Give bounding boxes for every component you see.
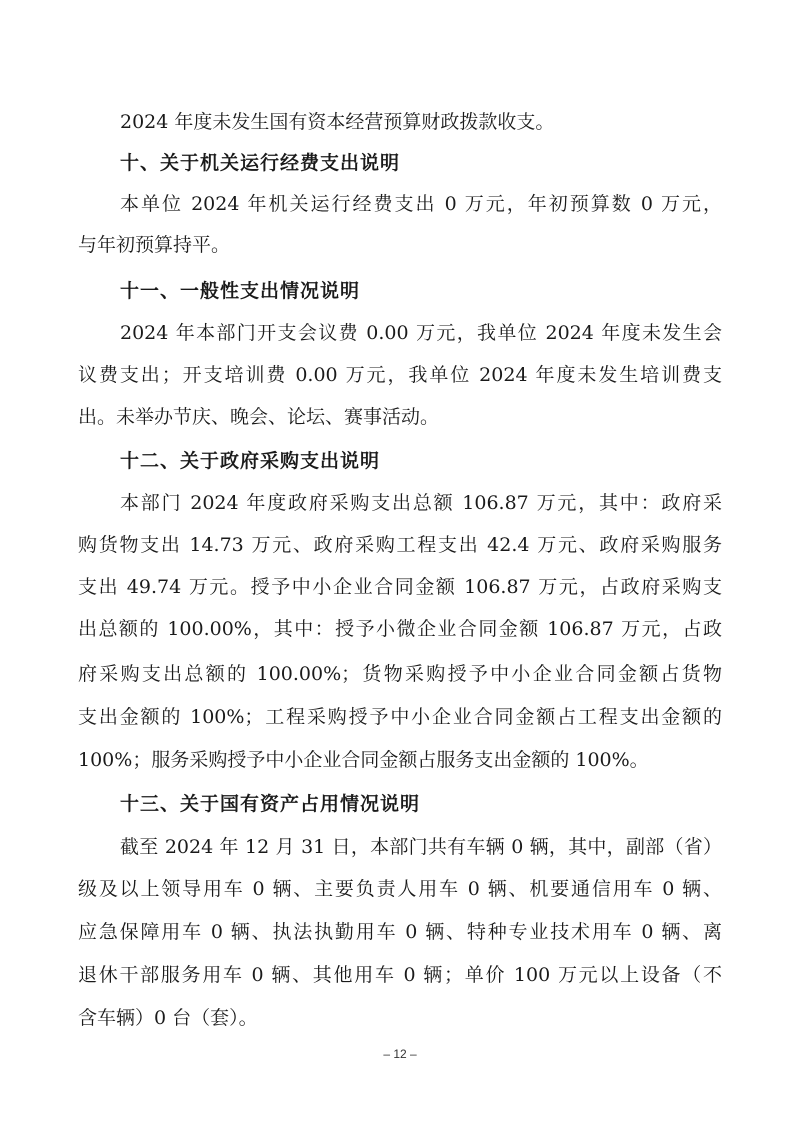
paragraph-line: 本单位 2024 年机关运行经费支出 0 万元，年初预算数 0 万元， — [120, 193, 722, 215]
paragraph-line: 应急保障用车 0 辆、执法执勤用车 0 辆、特种专业技术用车 0 辆、离 — [78, 921, 722, 943]
paragraph-line: 议费支出；开支培训费 0.00 万元，我单位 2024 年度未发生培训费支 — [78, 364, 722, 386]
paragraph-line: 2024 年本部门开支会议费 0.00 万元，我单位 2024 年度未发生会 — [120, 322, 722, 344]
section-heading-11: 十一、一般性支出情况说明 — [120, 280, 361, 302]
paragraph-line: 出总额的 100.00%，其中：授予小微企业合同金额 106.87 万元，占政 — [78, 618, 722, 640]
section-heading-12: 十二、关于政府采购支出说明 — [120, 450, 381, 472]
paragraph-line: 出。未举办节庆、晚会、论坛、赛事活动。 — [78, 406, 440, 428]
paragraph-line: 2024 年度未发生国有资本经营预算财政拨款收支。 — [120, 111, 555, 133]
page-number: – 12 – — [383, 1047, 417, 1061]
paragraph-line: 退休干部服务用车 0 辆、其他用车 0 辆；单价 100 万元以上设备（不 — [78, 964, 722, 986]
paragraph-line: 含车辆）0 台（套）。 — [78, 1007, 258, 1029]
section-heading-13: 十三、关于国有资产占用情况说明 — [120, 793, 421, 815]
section-heading-10: 十、关于机关运行经费支出说明 — [120, 152, 401, 174]
paragraph-line: 本部门 2024 年度政府采购支出总额 106.87 万元，其中：政府采 — [120, 492, 722, 514]
paragraph-line: 100%；服务采购授予中小企业合同金额占服务支出金额的 100%。 — [78, 749, 649, 771]
paragraph-line: 购货物支出 14.73 万元、政府采购工程支出 42.4 万元、政府采购服务 — [78, 534, 722, 556]
paragraph-line: 级及以上领导用车 0 辆、主要负责人用车 0 辆、机要通信用车 0 辆、 — [78, 878, 722, 900]
paragraph-line: 与年初预算持平。 — [78, 234, 231, 256]
paragraph-line: 支出 49.74 万元。授予中小企业合同金额 106.87 万元，占政府采购支 — [78, 576, 722, 598]
paragraph-line: 支出金额的 100%；工程采购授予中小企业合同金额占工程支出金额的 — [78, 706, 722, 728]
paragraph-line: 截至 2024 年 12 月 31 日，本部门共有车辆 0 辆，其中，副部（省） — [120, 836, 722, 858]
paragraph-line: 府采购支出总额的 100.00%；货物采购授予中小企业合同金额占货物 — [78, 663, 722, 685]
